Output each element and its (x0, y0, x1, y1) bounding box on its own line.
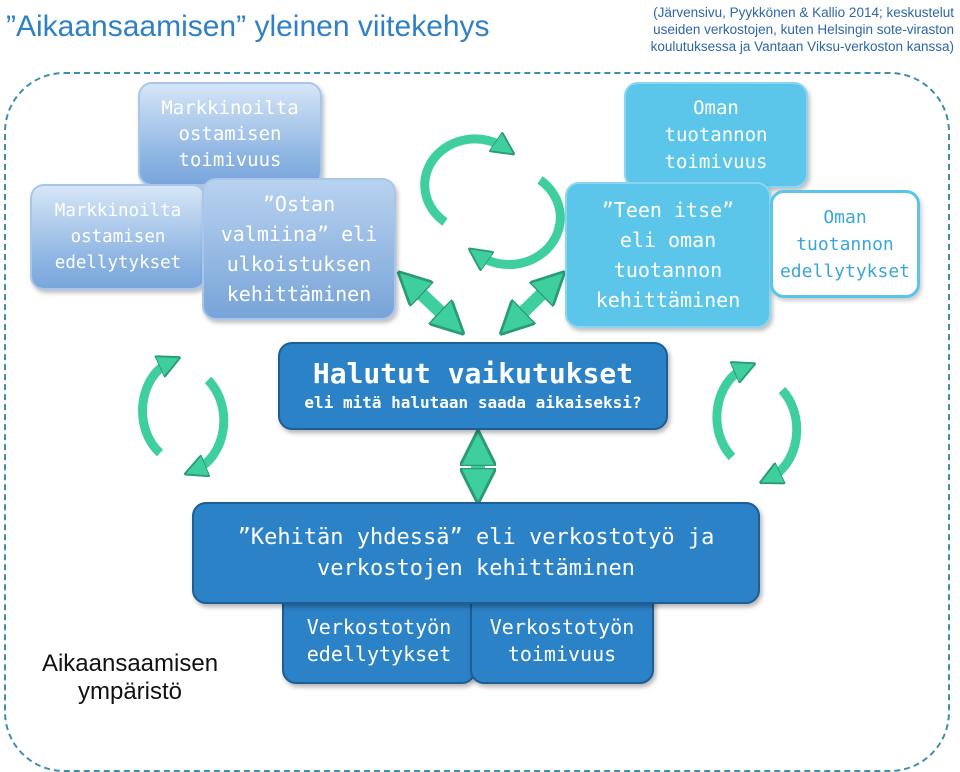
market-function-line-3: toimivuus (178, 149, 282, 171)
outsourcing-line-3: ulkoistuksen (226, 252, 372, 276)
network-prereq-line-2: edellytykset (306, 642, 452, 666)
desired-effects-box (278, 342, 668, 430)
own-prereq-line-2: tuotannon (796, 233, 894, 255)
outsourcing-line-4: kehittäminen (226, 282, 372, 306)
page-title: ”Aikaansaamisen” yleinen viitekehys (6, 10, 490, 43)
own-dev-line-3: tuotannon (613, 258, 723, 282)
circular-arrows-icon (143, 362, 224, 470)
source-line-2: useiden verkostojen, kuten Helsingin sote-viraston (653, 22, 954, 37)
circular-arrows-icon (717, 368, 797, 478)
outsourcing-line-2: valmiina” eli (220, 222, 378, 246)
environment-label (30, 650, 230, 706)
network-function-line-2: toimivuus (507, 642, 617, 666)
market-prereq-line-1: Markkinoilta (54, 201, 182, 221)
market-function-box (138, 82, 322, 186)
circular-arrows-icon (425, 139, 561, 265)
own-function-line-1: Oman (693, 96, 739, 119)
market-function-line-1: Markkinoilta (161, 97, 299, 119)
own-prereq-box (770, 190, 920, 298)
outsourcing-line-1: ”Ostan (262, 192, 336, 216)
network-prereq-line-1: Verkostotyön (306, 615, 452, 639)
network-dev-line-1: ”Kehitän yhdessä” eli verkostotyö ja (237, 525, 715, 550)
environment-label-line-1: Aikaansaamisen (41, 650, 219, 677)
market-prereq-line-3: edellytykset (54, 253, 182, 273)
own-dev-line-4: kehittäminen (595, 288, 741, 312)
own-dev-line-2: eli oman (619, 228, 717, 252)
own-dev-box (565, 182, 771, 328)
network-dev-line-2: verkostojen kehittäminen (317, 556, 635, 581)
own-prereq-line-1: Oman (823, 206, 867, 228)
own-dev-line-1: ”Teen itse” (601, 198, 735, 222)
network-dev-box (192, 502, 760, 604)
double-arrow-icon (512, 283, 553, 323)
own-function-line-2: tuotannon (664, 123, 768, 146)
market-prereq-line-2: ostamisen (70, 227, 166, 247)
source-line-3: koulutuksessa ja Vantaan Viksu-verkoston kanssa) (650, 39, 954, 54)
double-arrow-icon (410, 283, 452, 323)
own-function-line-3: toimivuus (664, 150, 768, 173)
desired-effects-subtitle: eli mitä halutaan saada aikaiseksi? (304, 393, 642, 412)
own-function-box (624, 82, 808, 188)
environment-label-line-2: ympäristö (77, 678, 183, 705)
outsourcing-box (202, 178, 396, 320)
market-function-line-2: ostamisen (178, 123, 282, 145)
market-prereq-box (30, 184, 206, 290)
source-line-1: (Järvensivu, Pyykkönen & Kallio 2014; keskustelut (653, 5, 954, 20)
network-function-line-1: Verkostotyön (489, 615, 635, 639)
own-prereq-line-3: edellytykset (779, 260, 911, 282)
desired-effects-title: Halutut vaikutukset (312, 357, 634, 390)
